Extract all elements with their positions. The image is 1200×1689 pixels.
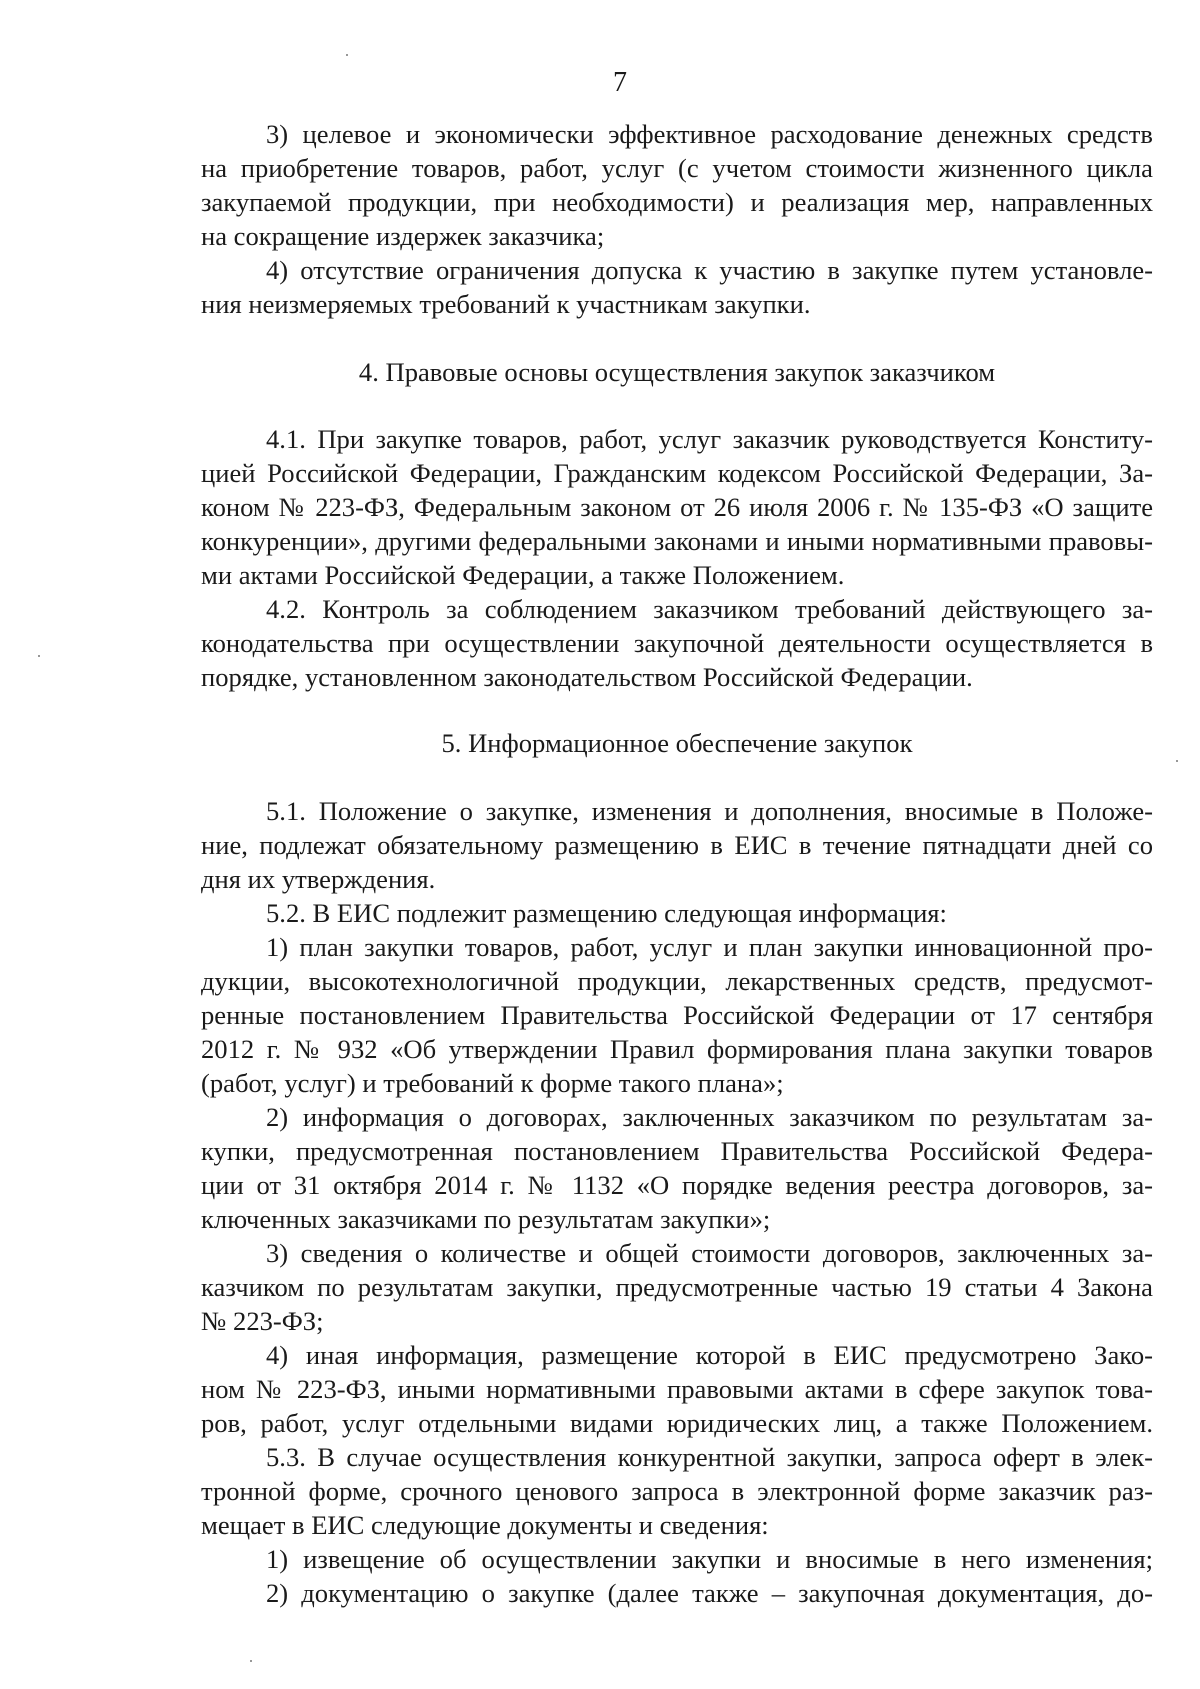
- text-line: 3) сведения о количестве и общей стоимости договоров, заключенных за-: [266, 1238, 1153, 1268]
- scan-speck: [346, 54, 348, 56]
- text-line: конкуренции», другими федеральными законами и иными нормативными правовы-: [201, 526, 1153, 556]
- text-line: 2) документацию о закупке (далее также – закупочная документация, до-: [266, 1578, 1153, 1608]
- text-line: ров, работ, услуг отдельными видами юридических лиц, а также Положением.: [201, 1408, 1153, 1438]
- text-line: (работ, услуг) и требований к форме такого плана»;: [201, 1068, 784, 1098]
- text-line: закупаемой продукции, при необходимости) и реализация мер, направленных: [201, 187, 1153, 217]
- text-line: ключенных заказчиками по результатам закупки»;: [201, 1204, 771, 1234]
- text-line: тронной форме, срочного ценового запроса в электронной форме заказчик раз-: [201, 1476, 1153, 1506]
- text-line: 4) отсутствие ограничения допуска к участию в закупке путем установле-: [266, 255, 1153, 285]
- text-line: ции от 31 октября 2014 г. № 1132 «О порядке ведения реестра договоров, за-: [201, 1170, 1153, 1200]
- section-heading: 5. Информационное обеспечение закупок: [441, 728, 913, 758]
- text-line: 4) иная информация, размещение которой в ЕИС предусмотрено Зако-: [266, 1340, 1153, 1370]
- page-number: 7: [613, 67, 627, 98]
- scan-speck: [250, 1660, 252, 1662]
- text-line: мещает в ЕИС следующие документы и сведения:: [201, 1510, 769, 1540]
- text-line: № 223-ФЗ;: [201, 1306, 324, 1336]
- scan-speck: [1176, 760, 1178, 762]
- text-line: ренные постановлением Правительства Российской Федерации от 17 сентября: [201, 1000, 1153, 1030]
- text-line: 5.3. В случае осуществления конкурентной закупки, запроса оферт в элек-: [266, 1442, 1153, 1472]
- text-line: казчиком по результатам закупки, предусмотренные частью 19 статьи 4 Закона: [201, 1272, 1153, 1302]
- text-line: 2012 г. № 932 «Об утверждении Правил формирования плана закупки товаров: [201, 1034, 1153, 1064]
- text-line: порядке, установленном законодательством Российской Федерации.: [201, 662, 973, 692]
- text-line: конодательства при осуществлении закупочной деятельности осуществляется в: [201, 628, 1153, 658]
- text-line: 2) информация о договорах, заключенных заказчиком по результатам за-: [266, 1102, 1153, 1132]
- text-line: ние, подлежат обязательному размещению в ЕИС в течение пятнадцати дней со: [201, 830, 1153, 860]
- scan-speck: [38, 655, 40, 657]
- section-heading: 4. Правовые основы осуществления закупок заказчиком: [358, 357, 996, 387]
- text-line: коном № 223-ФЗ, Федеральным законом от 26 июля 2006 г. № 135-ФЗ «О защите: [201, 492, 1153, 522]
- text-line: на приобретение товаров, работ, услуг (с учетом стоимости жизненного цикла: [201, 153, 1153, 183]
- text-line: 5.2. В ЕИС подлежит размещению следующая информация:: [266, 898, 947, 928]
- text-line: 4.1. При закупке товаров, работ, услуг заказчик руководствуется Конститу-: [266, 424, 1153, 454]
- text-line: купки, предусмотренная постановлением Правительства Российской Федера-: [201, 1136, 1153, 1166]
- text-line: на сокращение издержек заказчика;: [201, 221, 605, 251]
- text-line: цией Российской Федерации, Гражданским кодексом Российской Федерации, За-: [201, 458, 1153, 488]
- text-line: 5.1. Положение о закупке, изменения и дополнения, вносимые в Положе-: [266, 796, 1153, 826]
- text-line: 3) целевое и экономически эффективное расходование денежных средств: [266, 119, 1153, 149]
- text-line: ми актами Российской Федерации, а также Положением.: [201, 560, 845, 590]
- text-line: 1) план закупки товаров, работ, услуг и план закупки инновационной про-: [266, 932, 1153, 962]
- text-line: дукции, высокотехнологичной продукции, лекарственных средств, предусмот-: [201, 966, 1153, 996]
- text-line: ном № 223-ФЗ, иными нормативными правовыми актами в сфере закупок това-: [201, 1374, 1153, 1404]
- text-line: дня их утверждения.: [201, 864, 436, 894]
- text-line: ния неизмеряемых требований к участникам закупки.: [201, 289, 811, 319]
- text-line: 1) извещение об осуществлении закупки и вносимые в него изменения;: [266, 1544, 1153, 1574]
- text-line: 4.2. Контроль за соблюдением заказчиком требований действующего за-: [266, 594, 1153, 624]
